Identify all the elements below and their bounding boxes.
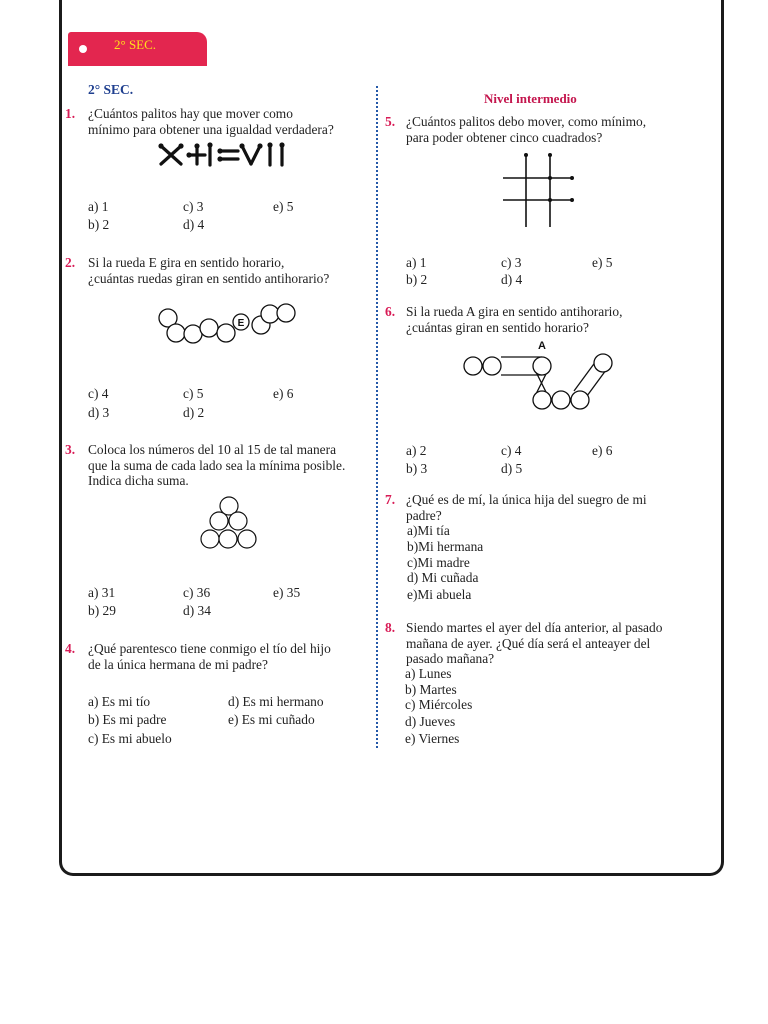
question-number: 1.	[65, 106, 76, 121]
question-5-text	[406, 114, 688, 145]
option: a) 31	[88, 585, 116, 600]
question-2-text	[88, 255, 366, 286]
option: c) 4	[88, 386, 109, 401]
wheel-label: E	[237, 318, 245, 329]
question-8-text	[406, 620, 684, 667]
option: b)Mi hermana	[407, 539, 484, 554]
option: e) 6	[592, 443, 613, 458]
question-number: 7.	[385, 492, 396, 507]
option: c)Mi madre	[407, 555, 470, 570]
option: b) Es mi padre	[88, 712, 167, 727]
question-line: Coloca los números del 10 al 15 de tal manera	[88, 442, 337, 457]
section-tab-label: 2° SEC.	[114, 37, 157, 52]
question-4-text	[88, 641, 366, 672]
option: d) Jueves	[405, 714, 456, 729]
question-number: 4.	[65, 641, 76, 656]
option: d) 4	[501, 272, 523, 287]
option: c) 4	[501, 443, 522, 458]
section-title: 2° SEC.	[88, 82, 134, 97]
question-line: ¿cuántas giran en sentido horario?	[406, 319, 589, 335]
level-title: Nivel intermedio	[484, 91, 577, 106]
question-line: padre?	[406, 507, 442, 523]
bullet-icon	[79, 45, 87, 53]
option: c) 3	[501, 255, 522, 270]
question-number: 5.	[385, 114, 396, 129]
question-line: mañana de ayer. ¿Qué día será el anteayer del	[406, 635, 651, 651]
option: c) Es mi abuelo	[88, 731, 172, 746]
option: e)Mi abuela	[407, 587, 472, 602]
question-number: 3.	[65, 442, 76, 457]
option: c) 3	[183, 199, 204, 214]
option: a) 2	[406, 443, 427, 458]
wheels-chain-figure	[155, 300, 300, 348]
question-line: que la suma de cada lado sea la mínima posible.	[88, 457, 346, 473]
wheels-belt-figure	[460, 338, 620, 414]
question-1-text	[88, 106, 366, 137]
option: b) 3	[406, 461, 428, 476]
option: a)Mi tía	[407, 523, 450, 538]
option: d) 4	[183, 217, 205, 232]
option: a) Es mi tío	[88, 694, 151, 709]
option: a) 1	[406, 255, 427, 270]
option: d) Mi cuñada	[407, 570, 479, 585]
question-6-text	[406, 304, 688, 335]
option: b) 2	[88, 217, 110, 232]
question-line: ¿cuántas ruedas giran en sentido antihorario?	[88, 270, 330, 286]
section-tab	[68, 32, 207, 66]
question-line: Indica dicha suma.	[88, 473, 189, 488]
option: e) 6	[273, 386, 294, 401]
option: d) 3	[88, 405, 110, 420]
option: e) Viernes	[405, 731, 460, 746]
option: e) 5	[273, 199, 294, 214]
option: d) 2	[183, 405, 205, 420]
question-line: ¿Cuántos palitos debo mover, como mínimo,	[406, 114, 647, 129]
option: d) 5	[501, 461, 523, 476]
column-divider	[376, 86, 378, 748]
question-line: Si la rueda A gira en sentido antihorario,	[406, 304, 623, 319]
question-7-text	[406, 492, 688, 523]
question-line: Si la rueda E gira en sentido horario,	[88, 255, 285, 270]
question-line: Siendo martes el ayer del día anterior, al pasado	[406, 620, 663, 635]
option: b) 29	[88, 603, 116, 618]
question-line: de la única hermana de mi padre?	[88, 656, 268, 672]
option: e) Es mi cuñado	[228, 712, 315, 727]
wheel-label: A	[538, 340, 546, 352]
option: b) 2	[406, 272, 428, 287]
question-line: pasado mañana?	[406, 651, 495, 666]
matchstick-equation-figure	[158, 142, 303, 168]
option: c) Miércoles	[405, 697, 473, 712]
question-number: 8.	[385, 620, 396, 635]
option: c) 5	[183, 386, 204, 401]
option: e) 5	[592, 255, 613, 270]
matchstick-grid-figure	[500, 152, 580, 230]
question-line: para poder obtener cinco cuadrados?	[406, 129, 603, 145]
option: a) 1	[88, 199, 109, 214]
question-line: mínimo para obtener una igualdad verdadera?	[88, 121, 334, 137]
question-number: 2.	[65, 255, 76, 270]
question-line: ¿Cuántos palitos hay que mover como	[88, 106, 293, 121]
number-triangle-figure	[200, 496, 260, 552]
option: a) Lunes	[405, 666, 452, 681]
question-number: 6.	[385, 304, 396, 319]
option: e) 35	[273, 585, 301, 600]
option: c) 36	[183, 585, 211, 600]
option: b) Martes	[405, 682, 457, 697]
question-line: ¿Qué es de mí, la única hija del suegro de mi	[406, 492, 647, 507]
option: d) Es mi hermano	[228, 694, 324, 709]
question-3-text	[88, 442, 366, 489]
option: d) 34	[183, 603, 211, 618]
question-line: ¿Qué parentesco tiene conmigo el tío del hijo	[88, 641, 331, 656]
